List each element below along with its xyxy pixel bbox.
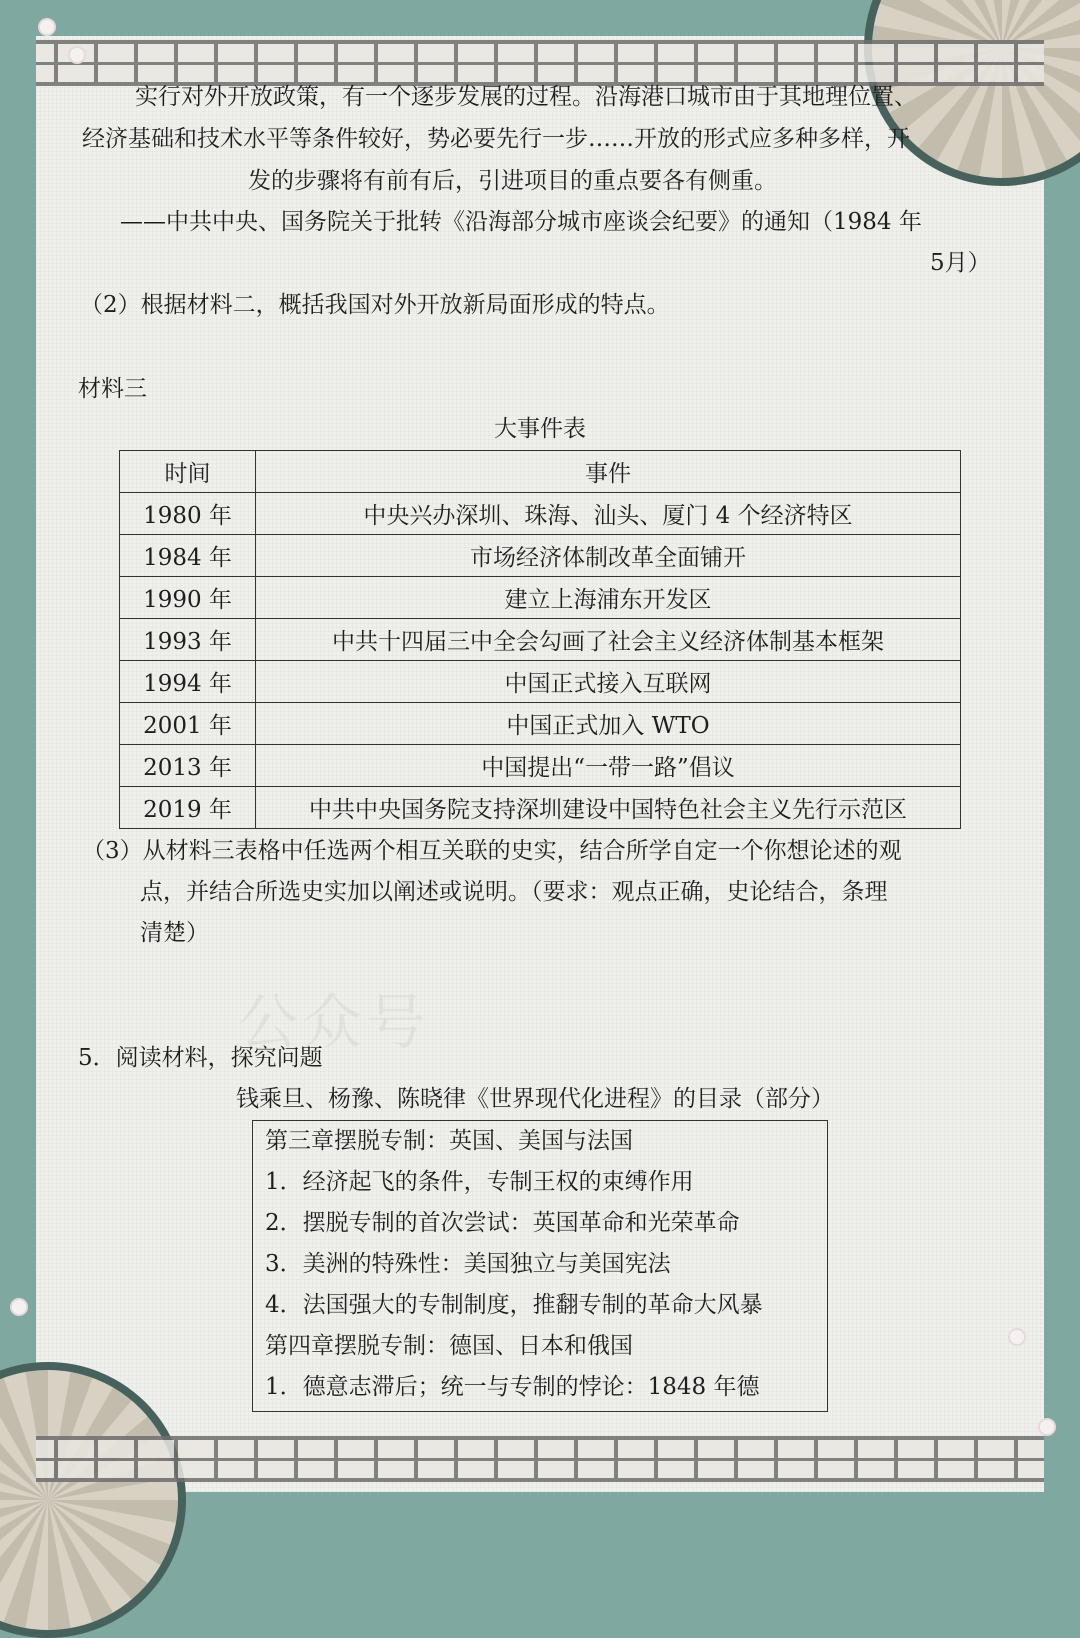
toc-item: 3．美洲的特殊性：美国独立与美国宪法 [265, 1251, 671, 1277]
question-3-line-2: 点，并结合所选史实加以阐述或说明。（要求：观点正确，史论结合，条理 [140, 879, 888, 905]
table-of-contents-box [252, 1120, 828, 1412]
row-year: 1990 年 [120, 577, 256, 619]
table-row [120, 619, 961, 661]
toc-item: 1．经济起飞的条件，专制王权的束缚作用 [265, 1169, 694, 1195]
table-row [120, 703, 961, 745]
events-table [119, 450, 961, 829]
material2-line-1: 实行对外开放政策，有一个逐步发展的过程。沿海港口城市由于其地理位置、 [135, 84, 917, 110]
table-header-row [120, 451, 961, 493]
table-row [120, 661, 961, 703]
toc-chapter-4: 第四章摆脱专制：德国、日本和俄国 [265, 1333, 633, 1359]
question-3-line-3: 清楚） [140, 920, 209, 946]
row-event: 建立上海浦东开发区 [256, 577, 961, 619]
row-event: 中共十四届三中全会勾画了社会主义经济体制基本框架 [256, 619, 961, 661]
question-2: （2）根据材料二，概括我国对外开放新局面形成的特点。 [80, 292, 670, 318]
row-year: 1980 年 [120, 493, 256, 535]
row-event: 中国正式接入互联网 [256, 661, 961, 703]
table-row [120, 535, 961, 577]
row-year: 1993 年 [120, 619, 256, 661]
question-5-heading: 5．阅读材料，探究问题 [78, 1045, 323, 1071]
toc-item: 1．德意志滞后；统一与专制的悖论：1848 年德 [265, 1374, 760, 1400]
material2-source-line-2: 5月） [930, 250, 991, 276]
row-event: 中国正式加入 WTO [256, 703, 961, 745]
row-event: 中国提出“一带一路”倡议 [256, 745, 961, 787]
row-year: 2013 年 [120, 745, 256, 787]
row-event: 中共中央国务院支持深圳建设中国特色社会主义先行示范区 [256, 787, 961, 829]
table-row [120, 787, 961, 829]
table-row [120, 577, 961, 619]
material3-heading: 材料三 [78, 376, 147, 402]
row-year: 1984 年 [120, 535, 256, 577]
table-row [120, 745, 961, 787]
row-year: 2001 年 [120, 703, 256, 745]
book-title: 钱乘旦、杨豫、陈晓律《世界现代化进程》的目录（部分） [236, 1086, 834, 1112]
material2-line-2: 经济基础和技术水平等条件较好，势必要先行一步……开放的形式应多种多样，开 [82, 126, 910, 152]
toc-chapter-3: 第三章摆脱专制：英国、美国与法国 [265, 1128, 633, 1154]
table-title: 大事件表 [494, 416, 586, 442]
material2-line-3: 发的步骤将有前有后，引进项目的重点要各有侧重。 [248, 168, 777, 194]
toc-item: 4．法国强大的专制制度，推翻专制的革命大风暴 [265, 1292, 763, 1318]
row-year: 1994 年 [120, 661, 256, 703]
toc-item: 2．摆脱专制的首次尝试：英国革命和光荣革命 [265, 1210, 740, 1236]
material2-source-line-1: ——中共中央、国务院关于批转《沿海部分城市座谈会纪要》的通知（1984 年 [120, 209, 922, 235]
column-header-time: 时间 [120, 451, 256, 493]
row-event: 市场经济体制改革全面铺开 [256, 535, 961, 577]
row-event: 中央兴办深圳、珠海、汕头、厦门 4 个经济特区 [256, 493, 961, 535]
table-row [120, 493, 961, 535]
column-header-event: 事件 [256, 451, 961, 493]
row-year: 2019 年 [120, 787, 256, 829]
watermark-text: 公众号 [238, 988, 430, 1058]
question-3-line-1: （3）从材料三表格中任选两个相互关联的史实，结合所学自定一个你想论述的观 [82, 838, 902, 864]
